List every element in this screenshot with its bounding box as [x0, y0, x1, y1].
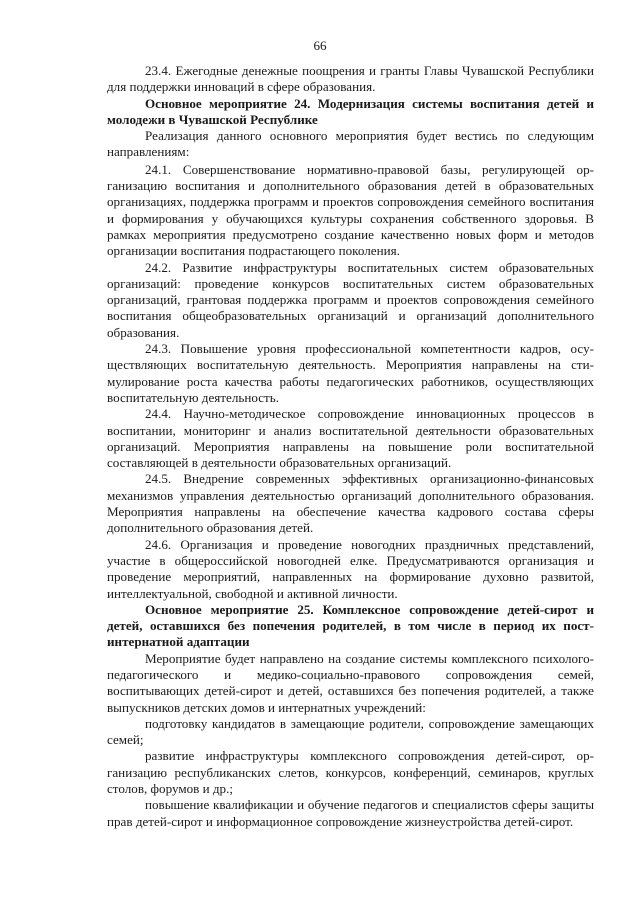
list-item-candidates: подготовку кандидатов в замещающие родители, сопровождение замещающих семей; — [107, 715, 594, 748]
list-item-training: повышение квалификации и обучение педагогов и специалистов сферы защиты прав детей-сирот и информационное сопровождение жизнеустройства детей-сирот. — [107, 797, 594, 829]
paragraph-intro-25: Мероприятие будет направлено на создание системы комплексного психолого-педагогического и медико-социально-правового сопровождения семей, воспитывающих детей-сирот и детей, оставшихся без попечения родителей, а также выпускников детских домов и интернатных учреждений: — [107, 650, 594, 715]
paragraph-intro-24: Реализация данного основного мероприятия будет вестись по следующим направлениям: — [107, 128, 594, 160]
paragraph-24-6: 24.6. Организация и проведение новогодних праздничных представлений, участие в общероссийской новогодней елке. Предусматриваются организация и проведение мероприятий, направленных на формирование духовно развитой, интеллектуальной, свободной и активной личности. — [107, 536, 594, 601]
paragraph-24-4: 24.4. Научно-методическое сопровождение инновационных процессов в воспитании, мониторинг и анализ воспитательной деятельности образовательных организаций. Мероприятия направлены на повышение роли воспитательной составляющей в деятельности образовательных организаций. — [107, 406, 594, 471]
heading-measure-25: Основное мероприятие 25. Комплексное сопровождение детей-сирот и детей, оставшихся без попечения родителей, в том числе в период их постинтернатной адаптации — [107, 601, 594, 650]
body-text — [107, 63, 594, 830]
paragraph-23-4: 23.4. Ежегодные денежные поощрения и гранты Главы Чувашской Республики для поддержки инноваций в сфере образования. — [107, 63, 594, 95]
paragraph-24-5: 24.5. Внедрение современных эффективных организационно-финансовых механизмов управления деятельностью организаций дополнительного образования. Мероприятия направлены на обеспечение качества кадрового состава сферы дополнительного образования детей. — [107, 471, 594, 536]
list-item-infrastructure: развитие инфраструктуры комплексного сопровождения детей-сирот, организацию республиканских слетов, конкурсов, конференций, семинаров, круглых столов, форумов и др.; — [107, 748, 594, 797]
paragraph-24-2: 24.2. Развитие инфраструктуры воспитательных систем образовательных организаций: проведение конкурсов воспитательных систем образовательных организаций, грантовая поддержка программ и проектов сопровождения семейного воспитания общеобразовательных организаций и организаций дополнительного образования. — [107, 259, 594, 340]
heading-measure-24: Основное мероприятие 24. Модернизация системы воспитания детей и молодежи в Чувашской Республике — [107, 95, 594, 127]
paragraph-24-1: 24.1. Совершенствование нормативно-правовой базы, регулирующей организацию воспитания и дополнительного образования детей в образовательных организациях, поддержка программ и проектов сопровождения семейного воспитания и формирования у обучающихся культуры сохранения собственного здоровья. В рамках мероприятия предусмотрено создание качественно новых форм и методов организации воспитания подрастающего поколения. — [107, 161, 594, 259]
page-number: 66 — [313, 38, 327, 53]
paragraph-24-3: 24.3. Повышение уровня профессиональной компетентности кадров, осуществляющих воспитательную деятельность. Мероприятия направлены на стимулирование роста качества работы педагогических работников, осуществляющих воспитательную деятельность. — [107, 341, 594, 405]
